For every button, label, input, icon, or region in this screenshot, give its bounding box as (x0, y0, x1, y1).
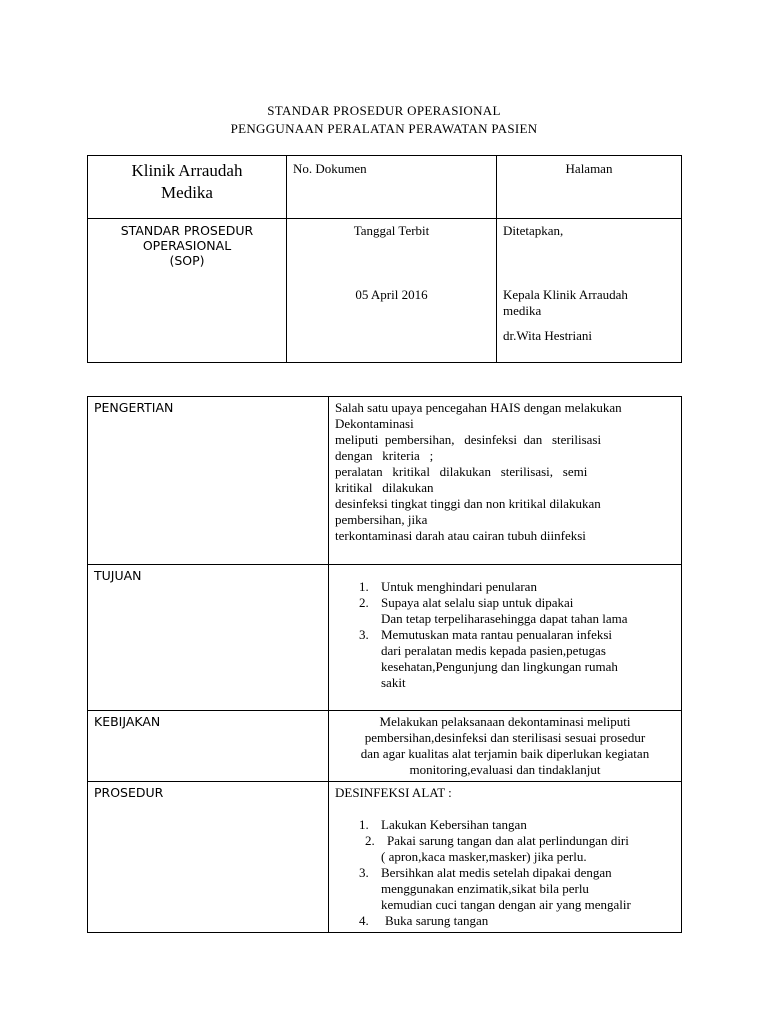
sop-label-line3: (SOP) (169, 253, 205, 268)
kebijakan-line: Melakukan pelaksanaan dekontaminasi meliputi (379, 714, 631, 729)
pengertian-line: dengan kriteria ; (335, 448, 434, 463)
pengertian-line: desinfeksi tingkat tinggi dan non kritikal dilakukan (335, 496, 601, 511)
issue-date-cell (287, 219, 497, 363)
prosedur-item-line: Lakukan Kebersihan tangan (381, 817, 527, 832)
sop-label-line1: STANDAR PROSEDUR (120, 223, 254, 238)
prosedur-item (335, 833, 675, 865)
tujuan-content-cell (329, 565, 682, 711)
prosedur-item-line: Pakai sarung tangan dan alat perlindungan diri (387, 833, 629, 848)
prosedur-item-number: 4. (359, 913, 369, 928)
prosedur-item-line: Bersihkan alat medis setelah dipakai dengan (381, 865, 612, 880)
pengertian-line: pembersihan, jika (335, 512, 428, 527)
pengertian-line: Salah satu upaya pencegahan HAIS dengan melakukan (335, 400, 622, 415)
document-title-line1: STANDAR PROSEDUR OPERASIONAL (267, 103, 501, 118)
approval-cell (497, 219, 682, 363)
tujuan-item-line: Memutuskan mata rantau penualaran infeksi (381, 627, 613, 642)
prosedur-heading: DESINFEKSI ALAT : (335, 785, 452, 800)
sop-content-table (87, 396, 682, 933)
pengertian-line: Dekontaminasi (335, 416, 414, 431)
prosedur-item-number: 2. (365, 833, 375, 848)
page-cell (497, 156, 682, 219)
tujuan-item-line: kesehatan,Pengunjung dan lingkungan rumah (381, 659, 618, 674)
doc-number-label: No. Dokumen (293, 161, 367, 176)
pengertian-line: kritikal dilakukan (335, 480, 434, 495)
tujuan-item-number: 3. (359, 627, 369, 642)
prosedur-item (335, 865, 675, 913)
tujuan-item-line: Supaya alat selalu siap untuk dipakai (381, 595, 574, 610)
pengertian-line: meliputi pembersihan, desinfeksi dan sterilisasi (335, 432, 602, 447)
sop-label-line2: OPERASIONAL (142, 238, 232, 253)
kebijakan-label-cell (88, 711, 329, 782)
approved-label: Ditetapkan, (503, 223, 564, 238)
head-title-line1: Kepala Klinik Arraudah (503, 287, 628, 302)
prosedur-item-line: Buka sarung tangan (385, 913, 489, 928)
issue-date-label: Tanggal Terbit (353, 223, 430, 238)
prosedur-item-line: menggunakan enzimatik,sikat bila perlu (381, 881, 589, 896)
prosedur-item-line: kemudian cuci tangan dengan air yang mengalir (381, 897, 631, 912)
tujuan-label-cell (88, 565, 329, 711)
tujuan-item (359, 595, 675, 627)
sop-label-cell (88, 219, 287, 363)
tujuan-item-number: 1. (359, 579, 369, 594)
pengertian-line: peralatan kritikal dilakukan sterilisasi, semi (335, 464, 588, 479)
prosedur-label-cell (88, 782, 329, 933)
kebijakan-line: monitoring,evaluasi dan tindaklanjut (409, 762, 601, 777)
head-name: dr.Wita Hestriani (503, 328, 593, 343)
tujuan-label: TUJUAN (94, 568, 142, 583)
prosedur-item (335, 817, 675, 833)
clinic-name-cell (88, 156, 287, 219)
prosedur-item-number: 1. (359, 817, 369, 832)
tujuan-item-line: dari peralatan medis kepada pasien,petugas (381, 643, 606, 658)
doc-number-cell (287, 156, 497, 219)
issue-date-value: 05 April 2016 (355, 287, 428, 302)
head-title-line2: medika (503, 303, 542, 318)
pengertian-content-cell (329, 397, 682, 565)
page-label: Halaman (565, 161, 613, 176)
prosedur-label: PROSEDUR (94, 785, 164, 800)
document-title-line2: PENGGUNAAN PERALATAN PERAWATAN PASIEN (230, 121, 538, 136)
pengertian-line: terkontaminasi darah atau cairan tubuh diinfeksi (335, 528, 586, 543)
tujuan-item-number: 2. (359, 595, 369, 610)
clinic-name-line2: Medika (161, 183, 213, 202)
kebijakan-line: dan agar kualitas alat terjamin baik diperlukan kegiatan (360, 746, 650, 761)
prosedur-item-line: ( apron,kaca masker,masker) jika perlu. (381, 849, 587, 864)
clinic-name-line1: Klinik Arraudah (131, 161, 243, 180)
tujuan-item (359, 627, 675, 691)
prosedur-content-cell (329, 782, 682, 933)
tujuan-item (359, 579, 675, 595)
tujuan-item-line: Untuk menghindari penularan (381, 579, 537, 594)
pengertian-label: PENGERTIAN (94, 400, 174, 415)
prosedur-item (335, 913, 675, 929)
document-info-table (87, 155, 682, 363)
tujuan-item-line: Dan tetap terpeliharasehingga dapat tahan lama (381, 611, 628, 626)
pengertian-label-cell (88, 397, 329, 565)
kebijakan-content-cell (329, 711, 682, 782)
prosedur-item-number: 3. (359, 865, 369, 880)
tujuan-item-line: sakit (381, 675, 406, 690)
kebijakan-label: KEBIJAKAN (94, 714, 161, 729)
kebijakan-line: pembersihan,desinfeksi dan sterilisasi sesuai prosedur (364, 730, 646, 745)
